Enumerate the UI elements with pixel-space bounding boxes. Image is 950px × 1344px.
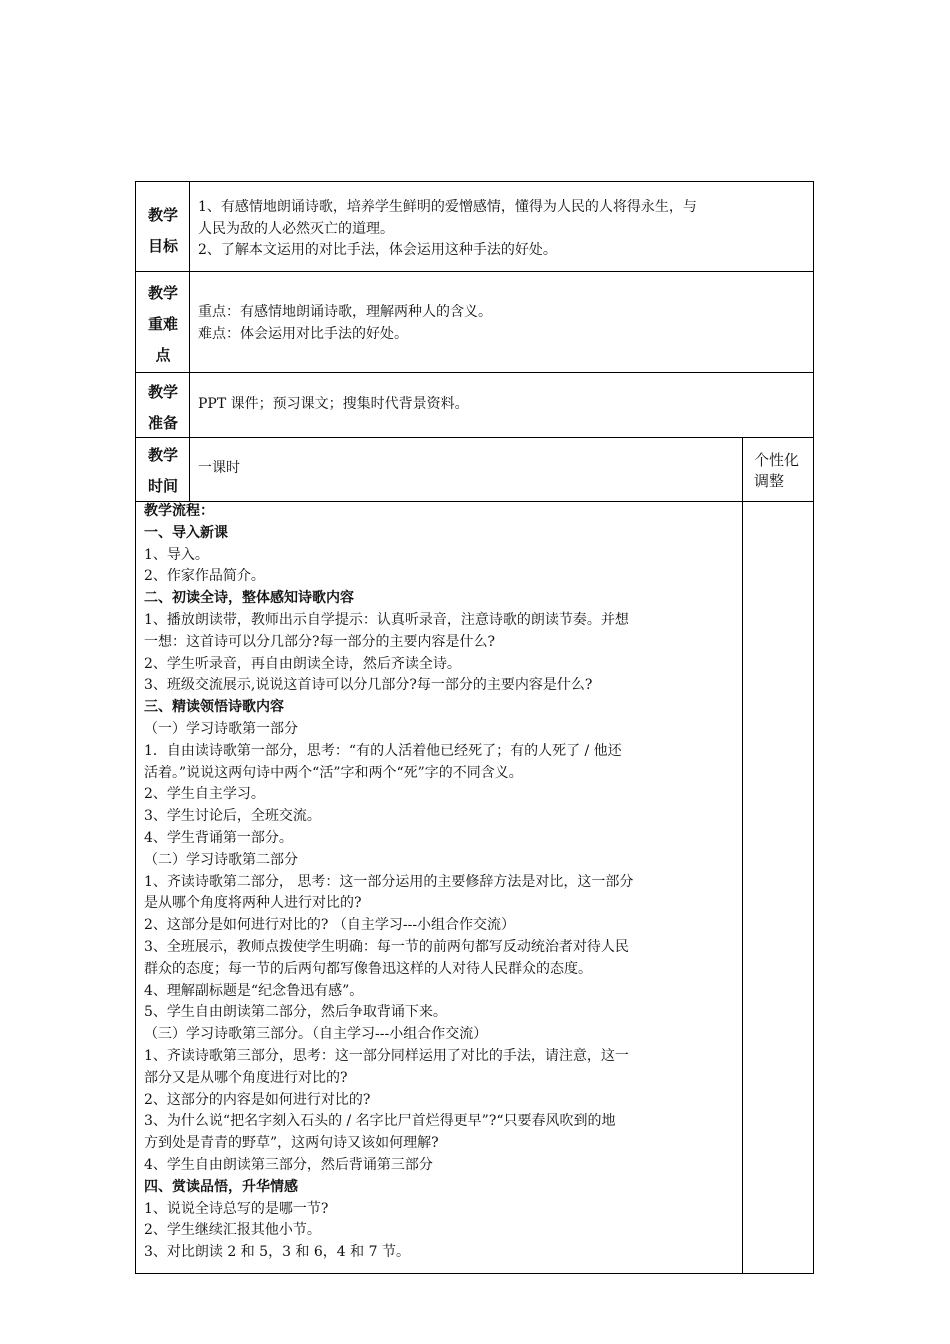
adjust-label-line: 调整	[754, 472, 785, 490]
objectives-label-line: 目标	[147, 237, 178, 255]
key-points-line: 重点：有感情地朗诵诗歌，理解两种人的含义。	[198, 304, 492, 320]
teaching-flow	[144, 501, 740, 1264]
flow-line: 2、学生听录音，再自由朗读全诗，然后齐读全诗。	[144, 655, 461, 672]
flow-heading: 一、导入新课	[144, 524, 228, 541]
objectives-text	[198, 197, 697, 262]
flow-line: 2、这部分是如何进行对比的? （自主学习---小组合作交流）	[144, 917, 516, 934]
objectives-line: 2、了解本文运用的对比手法，体会运用这种手法的好处。	[198, 242, 557, 259]
flow-line: （一）学习诗歌第一部分	[144, 720, 298, 737]
flow-line: 部分又是从哪个角度进行对比的?	[144, 1069, 348, 1086]
flow-line: （三）学习诗歌第三部分。（自主学习---小组合作交流）	[144, 1026, 488, 1043]
preparation-label	[136, 377, 190, 439]
flow-line: 1．自由读诗歌第一部分，思考：“有的人活着他已经死了；有的人死了 / 他还	[144, 742, 622, 759]
personalized-adjustment-label	[754, 450, 799, 492]
objectives-label-line: 教学	[147, 206, 178, 224]
flow-line: 3、班级交流展示,说说这首诗可以分几部分?每一部分的主要内容是什么?	[144, 677, 593, 694]
flow-heading: 二、初读全诗，整体感知诗歌内容	[144, 590, 354, 607]
flow-line: 1、播放朗读带，教师出示自学提示：认真听录音，注意诗歌的朗读节奏。并想	[144, 611, 629, 628]
key-points-label	[136, 278, 190, 371]
time-label	[136, 440, 190, 502]
flow-heading: 四、赏读品悟，升华情感	[144, 1178, 298, 1195]
flow-heading: 三、精读领悟诗歌内容	[144, 699, 284, 716]
key-points-line: 难点：体会运用对比手法的好处。	[198, 325, 408, 342]
flow-line: 2、这部分的内容是如何进行对比的?	[144, 1091, 371, 1108]
flow-line: （二）学习诗歌第二部分	[144, 851, 298, 868]
flow-line: 1、导入。	[144, 546, 209, 563]
flow-line: 1、齐读诗歌第三部分，思考：这一部分同样运用了对比的手法，请注意，这一	[144, 1047, 629, 1064]
time-text: 一课时	[198, 460, 240, 476]
objectives-line: 1、有感情地朗诵诗歌，培养学生鲜明的爱憎感情，懂得为人民的人将得永生，与	[198, 199, 697, 215]
flow-line: 方到处是青青的野草”，这两句诗又该如何理解?	[144, 1135, 439, 1152]
key-points-label-line: 重难	[147, 315, 178, 333]
flow-line: 4、理解副标题是“纪念鲁迅有感”。	[144, 982, 364, 999]
flow-line: 5、学生自由朗读第二部分，然后争取背诵下来。	[144, 1004, 447, 1021]
objectives-label	[136, 200, 190, 262]
flow-line: 4、学生背诵第一部分。	[144, 829, 293, 846]
flow-line: 1、说说全诗总写的是哪一节?	[144, 1200, 329, 1217]
key-points-label-line: 点	[155, 346, 171, 364]
preparation-label-line: 准备	[147, 414, 178, 432]
row-divider-1	[136, 271, 813, 272]
lesson-plan-table	[135, 181, 814, 1274]
key-points-label-line: 教学	[147, 284, 178, 302]
time-label-line: 教学	[147, 446, 178, 464]
time-label-line: 时间	[147, 477, 178, 495]
flow-line: 3、学生讨论后，全班交流。	[144, 808, 321, 825]
flow-line: 活着。”说说这两句诗中两个“活”字和两个“死”字的不同含义。	[144, 764, 523, 781]
flow-line: 一想：这首诗可以分几部分?每一部分的主要内容是什么?	[144, 633, 496, 650]
flow-line: 3、为什么说“把名字刻入石头的 / 名字比尸首烂得更早”?“只要春风吹到的地	[144, 1113, 616, 1130]
flow-line: 2、学生自主学习。	[144, 786, 265, 803]
adjust-label-line: 个性化	[754, 451, 800, 469]
adjust-column-divider	[742, 437, 743, 1273]
preparation-text: PPT 课件；预习课文；搜集时代背景资料。	[198, 396, 469, 412]
flow-line: 3、全班展示，教师点拨使学生明确：每一节的前两句都写反动统治者对待人民	[144, 938, 629, 955]
preparation-label-line: 教学	[147, 383, 178, 401]
flow-line: 2、作家作品简介。	[144, 568, 265, 585]
row-divider-2	[136, 372, 813, 373]
flow-line: 1、齐读诗歌第二部分， 思考：这一部分运用的主要修辞方法是对比，这一部分	[144, 873, 634, 890]
row-divider-3	[136, 437, 813, 438]
flow-line: 是从哪个角度将两种人进行对比的?	[144, 895, 362, 912]
flow-line: 群众的态度；每一节的后两句都写像鲁迅这样的人对待人民群众的态度。	[144, 960, 592, 977]
flow-line: 2、学生继续汇报其他小节。	[144, 1222, 321, 1239]
flow-heading: 教学流程：	[144, 503, 214, 519]
key-points-text	[198, 302, 492, 345]
flow-line: 4、学生自由朗读第三部分，然后背诵第三部分	[144, 1156, 433, 1173]
objectives-line: 人民为敌的人必然灭亡的道理。	[198, 220, 394, 237]
flow-line: 3、对比朗读 2 和 5，3 和 6，4 和 7 节。	[144, 1244, 410, 1261]
